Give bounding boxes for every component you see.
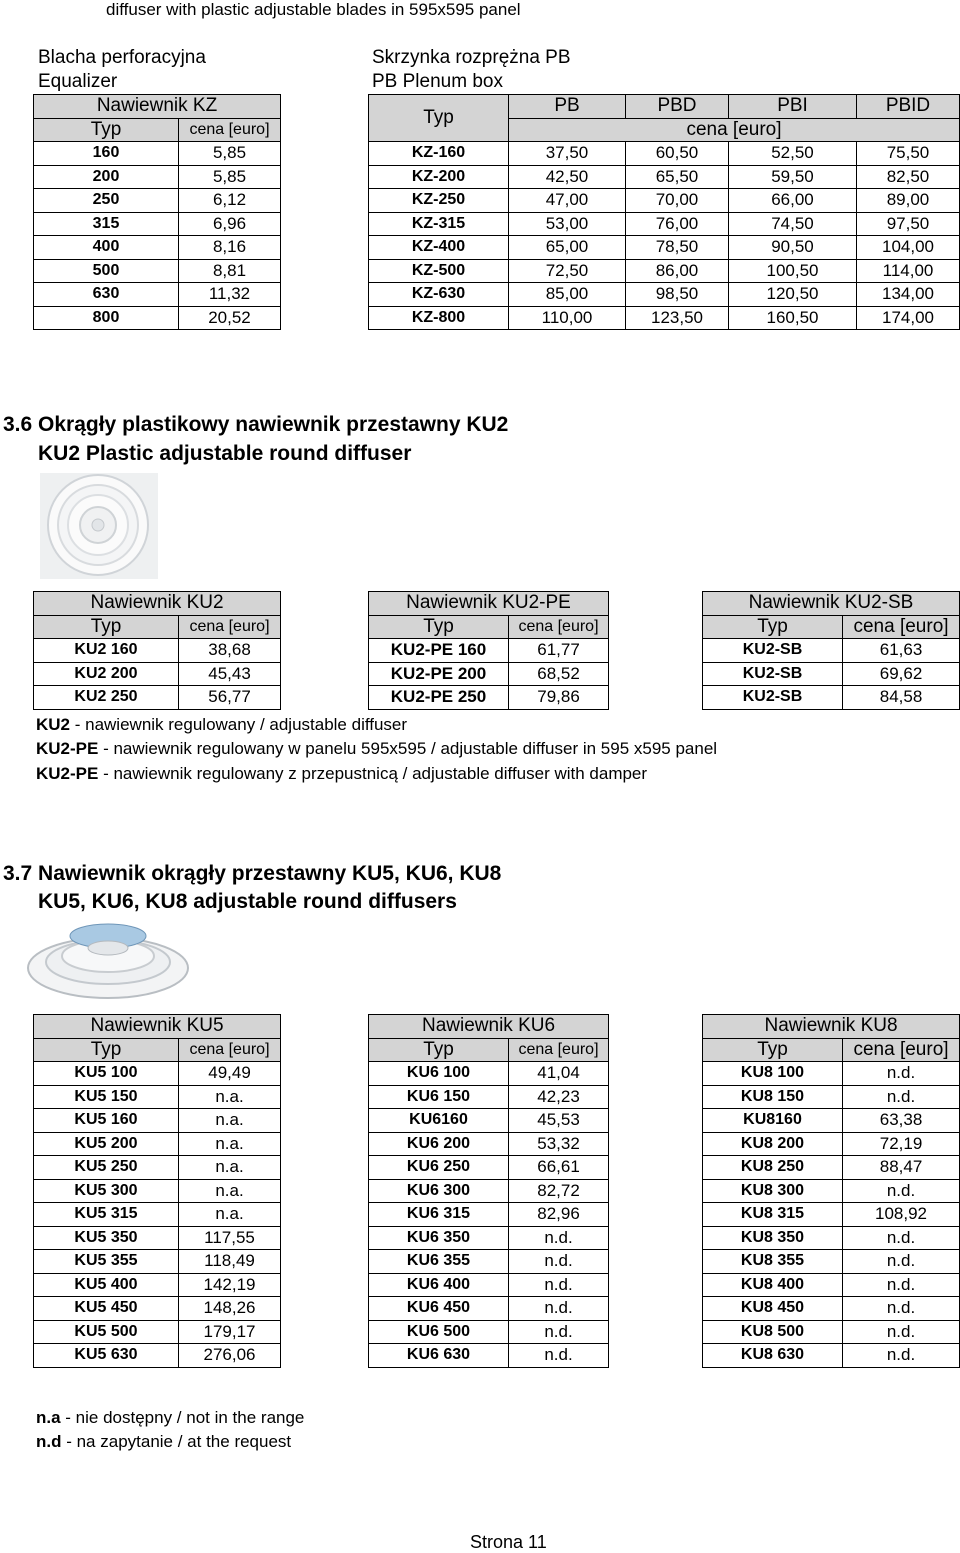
cell-price: 11,32: [179, 283, 281, 307]
table-row: [369, 1179, 609, 1203]
table-row: [703, 1156, 960, 1180]
cell-price: 61,63: [843, 639, 960, 663]
cell-type: KU2-PE 200: [369, 662, 509, 686]
table-row: [34, 662, 281, 686]
cell-price: 179,17: [179, 1320, 281, 1344]
cell-price: 65,00: [509, 236, 626, 260]
table-row: [369, 165, 960, 189]
table-row: [34, 1320, 281, 1344]
cell-type: KU6 150: [369, 1085, 509, 1109]
cell-price: n.a.: [179, 1156, 281, 1180]
cell-price: 66,61: [509, 1156, 609, 1180]
cell-price: 108,92: [843, 1203, 960, 1227]
cell-type: KU6 315: [369, 1203, 509, 1227]
cell-type: KU6 250: [369, 1156, 509, 1180]
table-row: [369, 1109, 609, 1133]
cell-price: 37,50: [509, 142, 626, 166]
cell-type: KU6 500: [369, 1320, 509, 1344]
col-price: cena [euro]: [179, 615, 281, 639]
pb-plenum-table: [368, 94, 960, 330]
legend-text: - nie dostępny / not in the range: [60, 1408, 305, 1427]
cell-price: n.d.: [843, 1250, 960, 1274]
cell-price: 98,50: [626, 283, 729, 307]
cell-type: KU2 160: [34, 639, 179, 663]
cell-price: 84,58: [843, 686, 960, 710]
cell-type: 400: [34, 236, 179, 260]
cell-type: KU8 100: [703, 1062, 843, 1086]
col-pbd: PBD: [626, 95, 729, 119]
cell-price: n.d.: [843, 1085, 960, 1109]
cell-type: 315: [34, 212, 179, 236]
cell-type: 630: [34, 283, 179, 307]
cell-price: 8,81: [179, 259, 281, 283]
cell-price: n.d.: [509, 1320, 609, 1344]
ku2-note-1: [36, 715, 407, 735]
cell-price: 70,00: [626, 189, 729, 213]
cell-price: n.a.: [179, 1179, 281, 1203]
col-typ: Typ: [34, 1038, 179, 1062]
cell-type: KU2-SB: [703, 686, 843, 710]
cell-price: 78,50: [626, 236, 729, 260]
kz-left-title-2: Equalizer: [38, 71, 118, 92]
cell-price: 59,50: [729, 165, 857, 189]
cell-price: 174,00: [857, 306, 960, 330]
table-row: [34, 1297, 281, 1321]
price-header: cena [euro]: [509, 118, 960, 142]
cell-price: 65,50: [626, 165, 729, 189]
note-code: KU2-PE: [36, 764, 99, 783]
cell-type: KU8160: [703, 1109, 843, 1133]
col-price: cena [euro]: [509, 1038, 609, 1062]
cell-type: KU8 450: [703, 1297, 843, 1321]
table-row: [34, 189, 281, 213]
cell-type: KZ-200: [369, 165, 509, 189]
cell-type: KU8 630: [703, 1344, 843, 1368]
cell-type: KU6 450: [369, 1297, 509, 1321]
kz-equalizer-table: [33, 94, 281, 330]
ku2-note-2: [36, 739, 717, 759]
table-header: Nawiewnik KU5: [34, 1015, 281, 1039]
ku2-note-3: [36, 764, 647, 784]
cell-type: KU8 350: [703, 1226, 843, 1250]
cell-price: n.d.: [843, 1226, 960, 1250]
table-row: [34, 1062, 281, 1086]
table-row: [34, 165, 281, 189]
note-text: - nawiewnik regulowany w panelu 595x595 / adjustable diffuser in 595 x595 panel: [98, 739, 718, 758]
page-number: Strona 11: [470, 1532, 547, 1552]
table-row: [369, 639, 609, 663]
ku6-table: [368, 1014, 609, 1368]
cell-type: KU2-SB: [703, 639, 843, 663]
cell-type: KU6 350: [369, 1226, 509, 1250]
cell-type: KU8 300: [703, 1179, 843, 1203]
cell-price: 117,55: [179, 1226, 281, 1250]
cell-type: KU5 400: [34, 1273, 179, 1297]
table-row: [34, 686, 281, 710]
table-header: Nawiewnik KU2: [34, 592, 281, 616]
table-row: [34, 639, 281, 663]
cell-price: 60,50: [626, 142, 729, 166]
cell-price: 123,50: [626, 306, 729, 330]
table-row: [369, 1344, 609, 1368]
cell-price: 76,00: [626, 212, 729, 236]
ku5-diffuser-image: [26, 920, 192, 1002]
cell-price: n.a.: [179, 1203, 281, 1227]
cell-type: KZ-400: [369, 236, 509, 260]
kz-right-title-2: PB Plenum box: [372, 71, 503, 92]
cell-price: 110,00: [509, 306, 626, 330]
cell-type: KZ-800: [369, 306, 509, 330]
table-row: [34, 142, 281, 166]
cell-price: 97,50: [857, 212, 960, 236]
table-row: [369, 283, 960, 307]
cell-price: 74,50: [729, 212, 857, 236]
table-row: [34, 236, 281, 260]
table-row: [369, 1320, 609, 1344]
cell-price: 8,16: [179, 236, 281, 260]
cell-type: KZ-160: [369, 142, 509, 166]
table-row: [369, 212, 960, 236]
table-row: [369, 1062, 609, 1086]
table-row: [369, 1297, 609, 1321]
cell-type: KU6 300: [369, 1179, 509, 1203]
cell-price: n.d.: [509, 1226, 609, 1250]
cell-price: 134,00: [857, 283, 960, 307]
cell-price: 68,52: [509, 662, 609, 686]
table-row: [34, 1344, 281, 1368]
cell-type: KU6 355: [369, 1250, 509, 1274]
cell-type: KU8 500: [703, 1320, 843, 1344]
cell-price: 276,06: [179, 1344, 281, 1368]
cell-price: n.a.: [179, 1085, 281, 1109]
cell-price: n.a.: [179, 1132, 281, 1156]
cell-price: 63,38: [843, 1109, 960, 1133]
table-row: [369, 236, 960, 260]
table-row: [34, 259, 281, 283]
ku2-table: [33, 591, 281, 710]
cell-type: KU6 630: [369, 1344, 509, 1368]
table-row: [703, 1062, 960, 1086]
table-row: [703, 1109, 960, 1133]
cell-type: KZ-500: [369, 259, 509, 283]
cell-price: n.d.: [509, 1344, 609, 1368]
cell-price: 49,49: [179, 1062, 281, 1086]
cell-price: n.d.: [509, 1250, 609, 1274]
cell-type: KZ-315: [369, 212, 509, 236]
cell-type: KU8 355: [703, 1250, 843, 1274]
table-row: [369, 1250, 609, 1274]
cell-price: 5,85: [179, 142, 281, 166]
kz-right-title-1: Skrzynka rozprężna PB: [372, 47, 571, 68]
col-price: cena [euro]: [179, 1038, 281, 1062]
legend-text: - na zapytanie / at the request: [61, 1432, 292, 1451]
cell-price: 88,47: [843, 1156, 960, 1180]
cell-type: KU5 315: [34, 1203, 179, 1227]
cell-price: 142,19: [179, 1273, 281, 1297]
table-row: [703, 639, 960, 663]
ku8-table: [702, 1014, 960, 1368]
col-price: cena [euro]: [509, 615, 609, 639]
cell-type: KU6160: [369, 1109, 509, 1133]
cell-type: 500: [34, 259, 179, 283]
cell-type: KU8 200: [703, 1132, 843, 1156]
cell-type: KU5 630: [34, 1344, 179, 1368]
table-row: [34, 1226, 281, 1250]
table-row: [34, 306, 281, 330]
cell-price: n.d.: [843, 1273, 960, 1297]
cell-price: n.d.: [843, 1320, 960, 1344]
legend-na: [36, 1408, 304, 1428]
table-row: [369, 1156, 609, 1180]
cell-price: 114,00: [857, 259, 960, 283]
legend-code: n.a: [36, 1408, 61, 1427]
table-row: [703, 1179, 960, 1203]
table-row: [703, 1085, 960, 1109]
cell-price: 38,68: [179, 639, 281, 663]
cell-price: n.d.: [843, 1344, 960, 1368]
cell-price: 148,26: [179, 1297, 281, 1321]
cell-type: KZ-630: [369, 283, 509, 307]
cell-price: 5,85: [179, 165, 281, 189]
cell-type: KU8 315: [703, 1203, 843, 1227]
cell-type: KU5 160: [34, 1109, 179, 1133]
cell-price: 53,00: [509, 212, 626, 236]
col-typ: Typ: [369, 95, 509, 142]
table-row: [34, 1156, 281, 1180]
col-pb: PB: [509, 95, 626, 119]
cell-type: KU6 200: [369, 1132, 509, 1156]
cell-type: KU8 150: [703, 1085, 843, 1109]
table-row: [34, 212, 281, 236]
table-row: [369, 259, 960, 283]
col-typ: Typ: [369, 1038, 509, 1062]
cell-price: 72,19: [843, 1132, 960, 1156]
cell-price: 6,12: [179, 189, 281, 213]
col-pbi: PBI: [729, 95, 857, 119]
table-header: Nawiewnik KU2-SB: [703, 592, 960, 616]
cell-price: n.d.: [843, 1297, 960, 1321]
cell-type: KU2-SB: [703, 662, 843, 686]
cell-type: KU5 150: [34, 1085, 179, 1109]
cell-type: KU8 250: [703, 1156, 843, 1180]
col-price: cena [euro]: [179, 118, 281, 142]
cell-price: 86,00: [626, 259, 729, 283]
cell-type: KU5 200: [34, 1132, 179, 1156]
cell-price: 75,50: [857, 142, 960, 166]
table-row: [34, 1109, 281, 1133]
cell-type: 800: [34, 306, 179, 330]
cell-price: 20,52: [179, 306, 281, 330]
table-row: [703, 1297, 960, 1321]
cell-type: KU5 350: [34, 1226, 179, 1250]
table-row: [703, 1273, 960, 1297]
kz-left-title-1: Blacha perforacyjna: [38, 47, 206, 68]
col-typ: Typ: [703, 1038, 843, 1062]
cell-price: 82,72: [509, 1179, 609, 1203]
cell-price: 53,32: [509, 1132, 609, 1156]
top-caption: diffuser with plastic adjustable blades in 595x595 panel: [106, 0, 521, 19]
cell-price: 82,50: [857, 165, 960, 189]
cell-type: KZ-250: [369, 189, 509, 213]
note-text: - nawiewnik regulowany / adjustable diffuser: [70, 715, 408, 734]
cell-type: KU2 250: [34, 686, 179, 710]
ku2-pe-table: [368, 591, 609, 710]
cell-type: 200: [34, 165, 179, 189]
cell-price: 42,50: [509, 165, 626, 189]
cell-price: 56,77: [179, 686, 281, 710]
ku2-diffuser-image: [40, 473, 158, 579]
table-row: [34, 1179, 281, 1203]
col-typ: Typ: [369, 615, 509, 639]
cell-price: 100,50: [729, 259, 857, 283]
cell-price: 6,96: [179, 212, 281, 236]
cell-type: KU8 400: [703, 1273, 843, 1297]
table-row: [34, 1085, 281, 1109]
cell-price: 47,00: [509, 189, 626, 213]
table-row: [703, 1250, 960, 1274]
cell-type: KU5 355: [34, 1250, 179, 1274]
cell-price: 104,00: [857, 236, 960, 260]
cell-type: KU2-PE 160: [369, 639, 509, 663]
cell-type: KU2 200: [34, 662, 179, 686]
cell-type: KU5 100: [34, 1062, 179, 1086]
note-code: KU2-PE: [36, 739, 99, 758]
table-row: [703, 1344, 960, 1368]
table-row: [34, 283, 281, 307]
table-header: Nawiewnik KU6: [369, 1015, 609, 1039]
table-row: [369, 1203, 609, 1227]
table-row: [369, 686, 609, 710]
section-37-title: 3.7 Nawiewnik okrągły przestawny KU5, KU6, KU8: [3, 862, 502, 885]
section-36-title: 3.6 Okrągły plastikowy nawiewnik przestawny KU2: [3, 413, 509, 436]
cell-type: 250: [34, 189, 179, 213]
cell-type: KU5 500: [34, 1320, 179, 1344]
cell-price: 120,50: [729, 283, 857, 307]
cell-price: 82,96: [509, 1203, 609, 1227]
cell-type: KU6 100: [369, 1062, 509, 1086]
col-typ: Typ: [34, 118, 179, 142]
table-header: Nawiewnik KU2-PE: [369, 592, 609, 616]
table-row: [34, 1203, 281, 1227]
legend-code: n.d: [36, 1432, 62, 1451]
table-row: [703, 1203, 960, 1227]
ku5-table: [33, 1014, 281, 1368]
legend-nd: [36, 1432, 291, 1452]
table-row: [369, 1085, 609, 1109]
cell-type: KU6 400: [369, 1273, 509, 1297]
table-row: [369, 1273, 609, 1297]
cell-price: 45,43: [179, 662, 281, 686]
cell-price: 79,86: [509, 686, 609, 710]
cell-type: 160: [34, 142, 179, 166]
section-37-subtitle: KU5, KU6, KU8 adjustable round diffusers: [38, 890, 457, 913]
table-row: [369, 306, 960, 330]
cell-type: KU2-PE 250: [369, 686, 509, 710]
table-row: [703, 1226, 960, 1250]
cell-price: 89,00: [857, 189, 960, 213]
ku2-sb-table: [702, 591, 960, 710]
cell-price: 66,00: [729, 189, 857, 213]
cell-price: 45,53: [509, 1109, 609, 1133]
cell-type: KU5 250: [34, 1156, 179, 1180]
cell-price: 72,50: [509, 259, 626, 283]
cell-price: 52,50: [729, 142, 857, 166]
table-row: [703, 662, 960, 686]
table-row: [369, 142, 960, 166]
col-pbid: PBID: [857, 95, 960, 119]
cell-price: 42,23: [509, 1085, 609, 1109]
col-typ: Typ: [703, 615, 843, 639]
section-36-subtitle: KU2 Plastic adjustable round diffuser: [38, 442, 412, 465]
cell-price: 85,00: [509, 283, 626, 307]
note-code: KU2: [36, 715, 71, 734]
table-row: [369, 662, 609, 686]
col-price: cena [euro]: [843, 1038, 960, 1062]
cell-price: n.d.: [843, 1062, 960, 1086]
cell-price: 69,62: [843, 662, 960, 686]
cell-type: KU5 300: [34, 1179, 179, 1203]
table-row: [369, 1226, 609, 1250]
cell-price: 90,50: [729, 236, 857, 260]
table-row: [369, 1132, 609, 1156]
cell-price: n.d.: [509, 1297, 609, 1321]
col-price: cena [euro]: [843, 615, 960, 639]
cell-price: n.d.: [509, 1273, 609, 1297]
cell-price: 61,77: [509, 639, 609, 663]
table-row: [703, 1320, 960, 1344]
col-typ: Typ: [34, 615, 179, 639]
table-header: Nawiewnik KZ: [34, 95, 281, 119]
cell-type: KU5 450: [34, 1297, 179, 1321]
table-row: [703, 1132, 960, 1156]
table-row: [34, 1132, 281, 1156]
table-row: [703, 686, 960, 710]
cell-price: 41,04: [509, 1062, 609, 1086]
table-header: Nawiewnik KU8: [703, 1015, 960, 1039]
cell-price: n.d.: [843, 1179, 960, 1203]
table-row: [369, 189, 960, 213]
note-text: - nawiewnik regulowany z przepustnicą / adjustable diffuser with damper: [98, 764, 648, 783]
cell-price: 118,49: [179, 1250, 281, 1274]
table-row: [34, 1250, 281, 1274]
cell-price: 160,50: [729, 306, 857, 330]
cell-price: n.a.: [179, 1109, 281, 1133]
table-row: [34, 1273, 281, 1297]
